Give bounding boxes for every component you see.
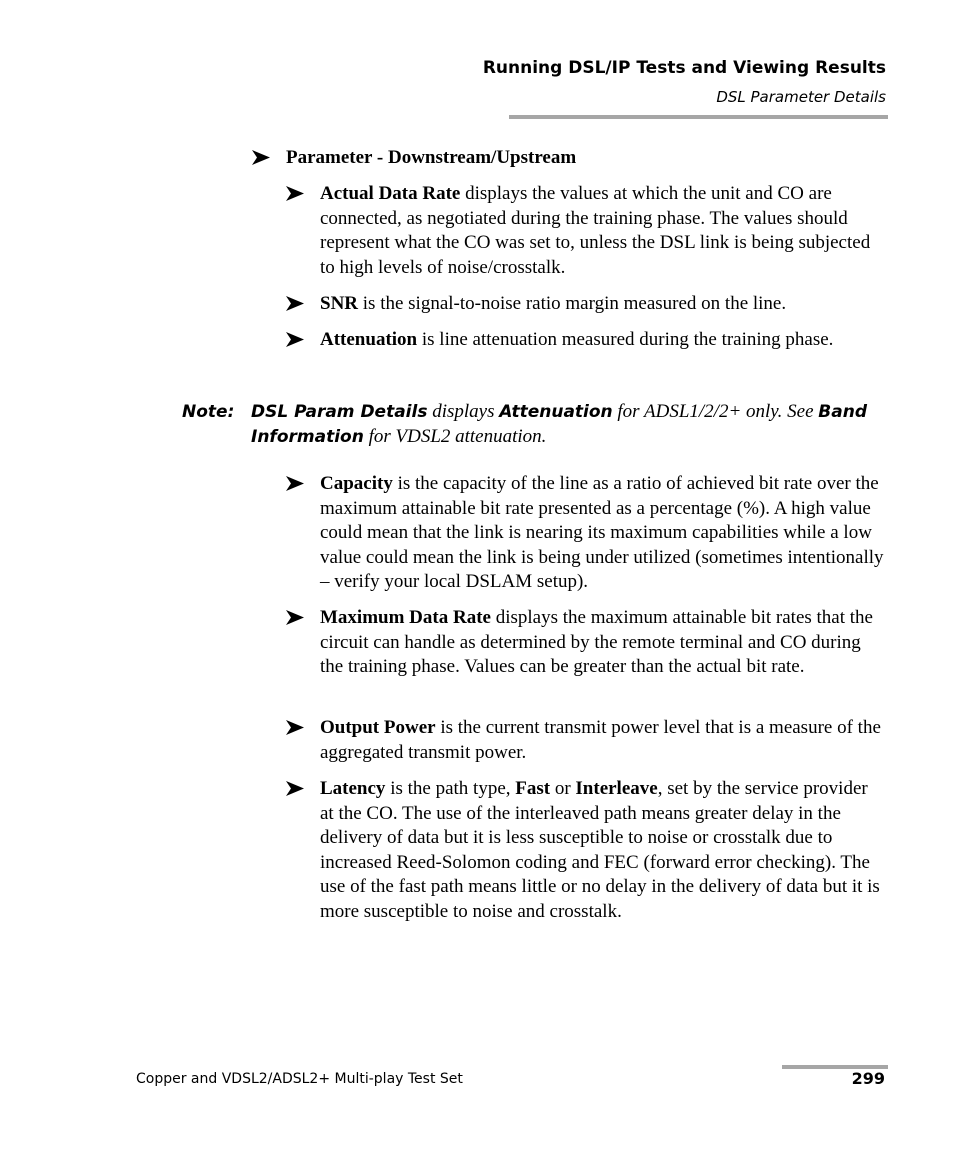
arrow-bullet-icon: [286, 780, 304, 797]
item-text: displays the values at which the unit and CO are connected, as negotiated during the training phase. The values should represent what the CO was set to, unless the DSL link is being subjected to high levels of noise/crosstalk.: [320, 183, 871, 278]
section-title: DSL Parameter Details: [716, 88, 886, 106]
list-item: [320, 292, 886, 317]
item-text: is the current transmit power level that is a measure of the aggregated transmit power.: [320, 717, 881, 763]
item-term: Output Power: [320, 717, 436, 738]
list-item: [320, 472, 886, 595]
section-heading: Parameter - Downstream/Upstream: [286, 147, 577, 168]
item-text: displays the maximum attainable bit rates that the circuit can handle as determined by the remote terminal and CO during the training phase. Values can be greater than the actual bit rate.: [320, 607, 873, 677]
note-label: Note:: [182, 402, 235, 422]
arrow-bullet-icon: [286, 719, 304, 736]
item-text: is line attenuation measured during the training phase.: [417, 329, 834, 350]
list-item: [320, 328, 886, 353]
arrow-bullet-icon: [286, 609, 304, 626]
item-text: , set by the service provider at the CO. The use of the interleaved path means greater delay in the delivery of data but it is less susceptible to noise or crosstalk due to increased Reed-Solomon coding and FEC (forward error checking). The use of the fast path means little or no delay in the delivery of data but it is more susceptible to noise and crosstalk.: [320, 778, 880, 922]
arrow-bullet-icon: [286, 475, 304, 492]
item-term: Interleave: [575, 778, 658, 799]
item-term: Attenuation: [320, 329, 418, 350]
item-text: is the signal-to-noise ratio margin measured on the line.: [358, 293, 787, 314]
note-body: [251, 400, 888, 449]
item-term: Capacity: [320, 473, 393, 494]
item-term: Fast: [515, 778, 551, 799]
list-item: [320, 716, 886, 765]
note-term: Band Information: [251, 402, 867, 447]
item-term: SNR: [320, 293, 359, 314]
list-item: [320, 777, 886, 924]
note-block: [182, 400, 888, 449]
header-rule: [509, 115, 888, 119]
note-term: Attenuation: [499, 402, 613, 422]
item-text: is the path type,: [385, 778, 516, 799]
arrow-bullet-icon: [252, 149, 270, 166]
note-term: DSL Param Details: [251, 402, 428, 422]
arrow-bullet-icon: [286, 185, 304, 202]
chapter-title: Running DSL/IP Tests and Viewing Results: [482, 58, 886, 78]
list-item: [320, 182, 886, 280]
note-text: displays: [427, 401, 500, 422]
item-text: is the capacity of the line as a ratio of achieved bit rate over the maximum attainable bit rate presented as a percentage (%). A high value could mean that the link is nearing its maximum capabilities while a low value could mean the link is being under utilized (sometimes intentionally – verify your local DSLAM setup).: [320, 473, 884, 592]
section-heading-item: [286, 146, 646, 171]
arrow-bullet-icon: [286, 295, 304, 312]
item-text: or: [550, 778, 576, 799]
footer-product: Copper and VDSL2/ADSL2+ Multi-play Test Set: [136, 1071, 463, 1087]
page-number: 299: [851, 1069, 885, 1088]
item-term: Maximum Data Rate: [320, 607, 491, 628]
arrow-bullet-icon: [286, 331, 304, 348]
item-term: Latency: [320, 778, 386, 799]
item-term: Actual Data Rate: [320, 183, 461, 204]
note-text: for ADSL1/2/2+ only. See: [612, 401, 819, 422]
list-item: [320, 606, 886, 680]
note-text: for VDSL2 attenuation.: [363, 425, 547, 447]
